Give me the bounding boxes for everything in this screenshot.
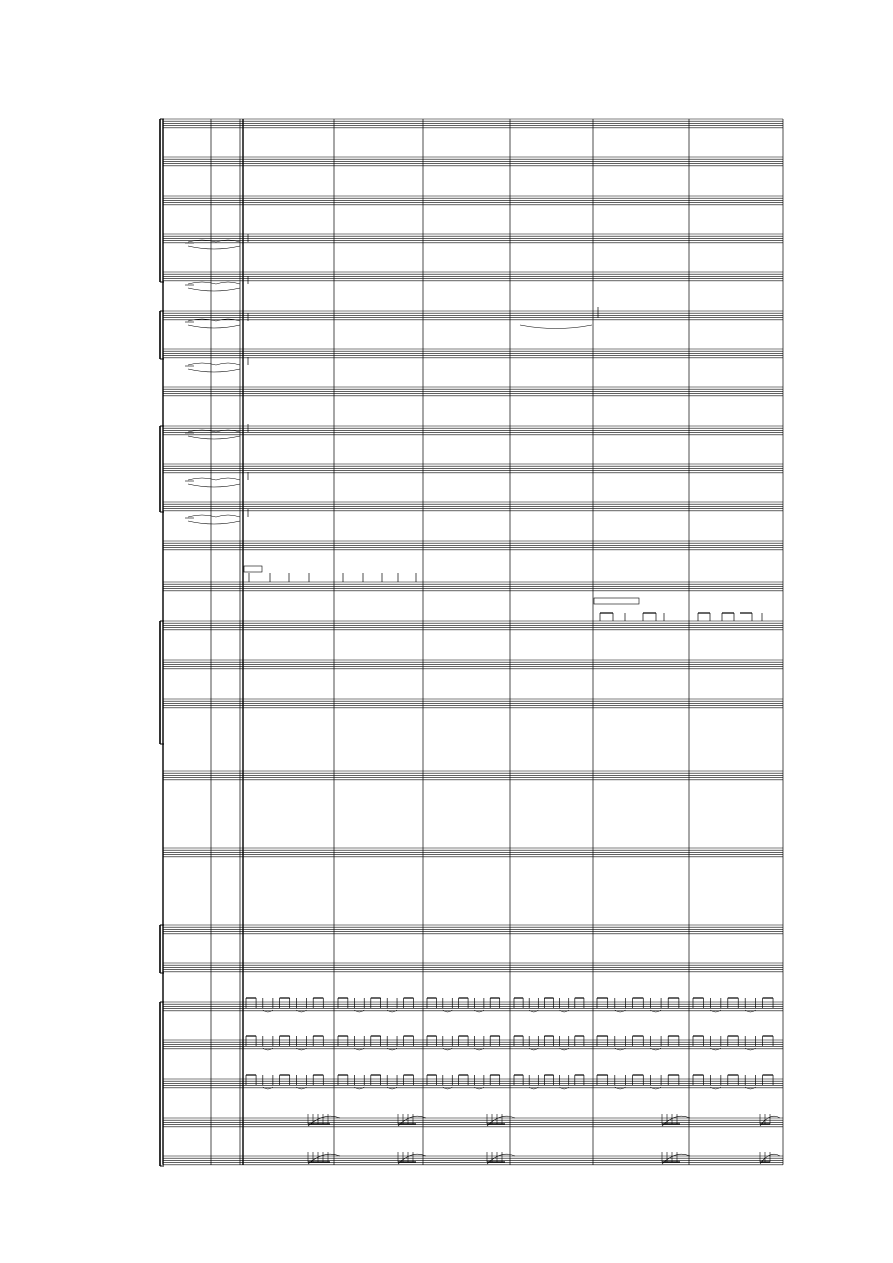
tie-mark xyxy=(188,478,240,480)
slur-mark xyxy=(188,369,240,372)
slur-mark xyxy=(188,436,240,439)
slur-mark xyxy=(188,521,240,524)
slur-mark xyxy=(188,246,240,249)
slur-mark xyxy=(520,325,592,329)
tie-mark xyxy=(188,282,240,284)
tie-mark xyxy=(188,515,240,517)
slur-mark xyxy=(188,288,240,291)
rhythm-box xyxy=(594,598,639,604)
slur-mark xyxy=(188,325,240,328)
slur-mark xyxy=(188,484,240,487)
rhythm-box xyxy=(244,566,262,572)
tie-mark xyxy=(188,363,240,365)
